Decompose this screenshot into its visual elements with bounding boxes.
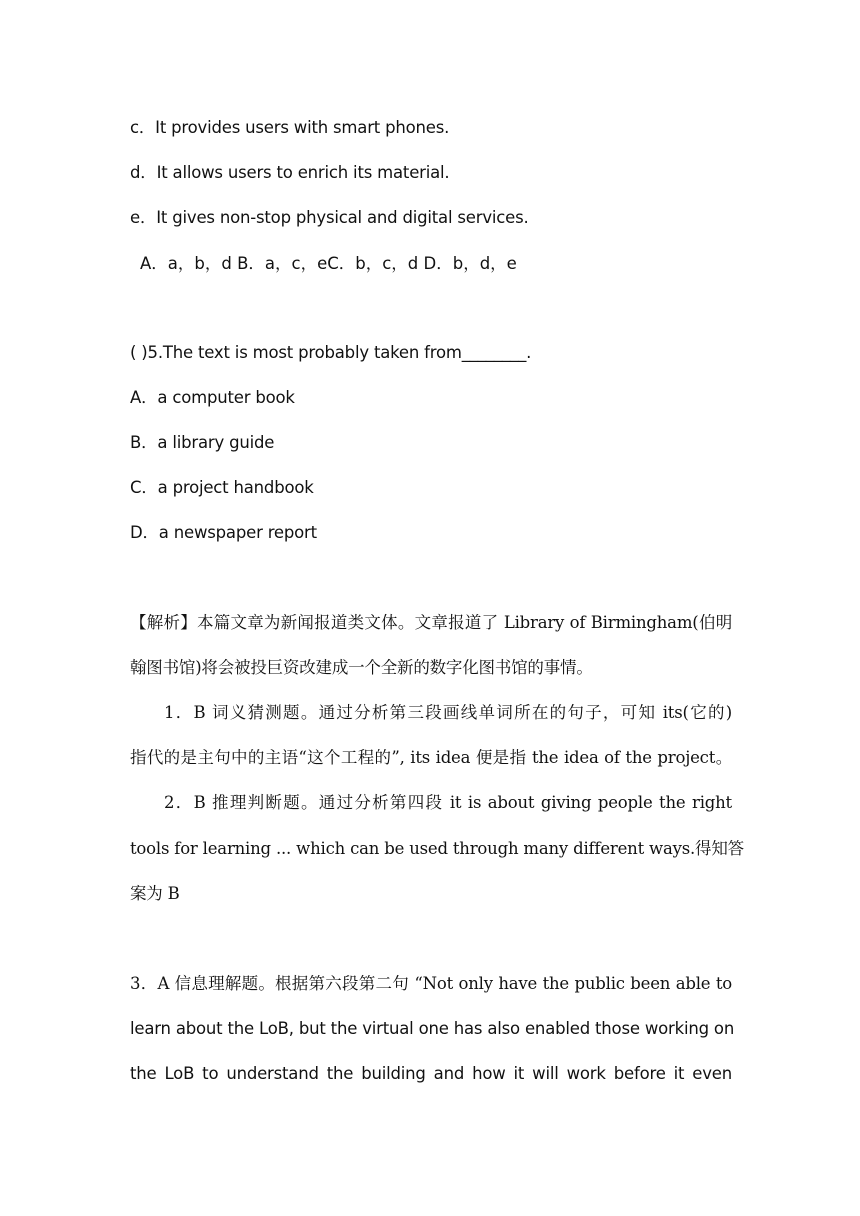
question-5: ( )5.The text is most probably taken from________.: [130, 343, 532, 362]
analysis-answer-3-line-1: 3．A 信息理解题。根据第六段第二句 “Not only have the public been able to: [130, 974, 732, 993]
analysis-answer-3-line-3: the LoB to understand the building and how it will work before it even: [130, 1064, 732, 1083]
answer-choices-q4: A．a，b，d B．a，c，eC．b，c，d D．b，d，e: [140, 254, 517, 273]
analysis-intro-line-1: 【解析】本篇文章为新闻报道类文体。文章报道了 Library of Birmingham(伯明: [130, 613, 732, 632]
q5-option-c: C．a project handbook: [130, 478, 314, 497]
analysis-answer-2-line-3: 案为 B: [130, 884, 180, 903]
q5-option-b: B．a library guide: [130, 433, 275, 452]
analysis-answer-1-line-2: 指代的是主句中的主语“这个工程的”, its idea 便是指 the idea of the project。: [130, 748, 732, 767]
option-d: d．It allows users to enrich its material.: [130, 163, 450, 182]
analysis-answer-2-line-2: tools for learning ... which can be used through many different ways.得知答: [130, 839, 744, 858]
option-e: e．It gives non-stop physical and digital services.: [130, 208, 529, 227]
analysis-answer-2-line-1: 2．B 推理判断题。通过分析第四段 it is about giving people the right: [164, 793, 732, 812]
option-c: c．It provides users with smart phones.: [130, 118, 450, 137]
q5-option-d: D．a newspaper report: [130, 523, 317, 542]
analysis-answer-3-line-2: learn about the LoB, but the virtual one has also enabled those working on: [130, 1019, 735, 1038]
q5-option-a: A．a computer book: [130, 388, 295, 407]
analysis-answer-1-line-1: 1．B 词义猜测题。通过分析第三段画线单词所在的句子，可知 its(它的): [164, 703, 732, 722]
analysis-intro-line-2: 翰图书馆)将会被投巨资改建成一个全新的数字化图书馆的事情。: [130, 658, 593, 677]
